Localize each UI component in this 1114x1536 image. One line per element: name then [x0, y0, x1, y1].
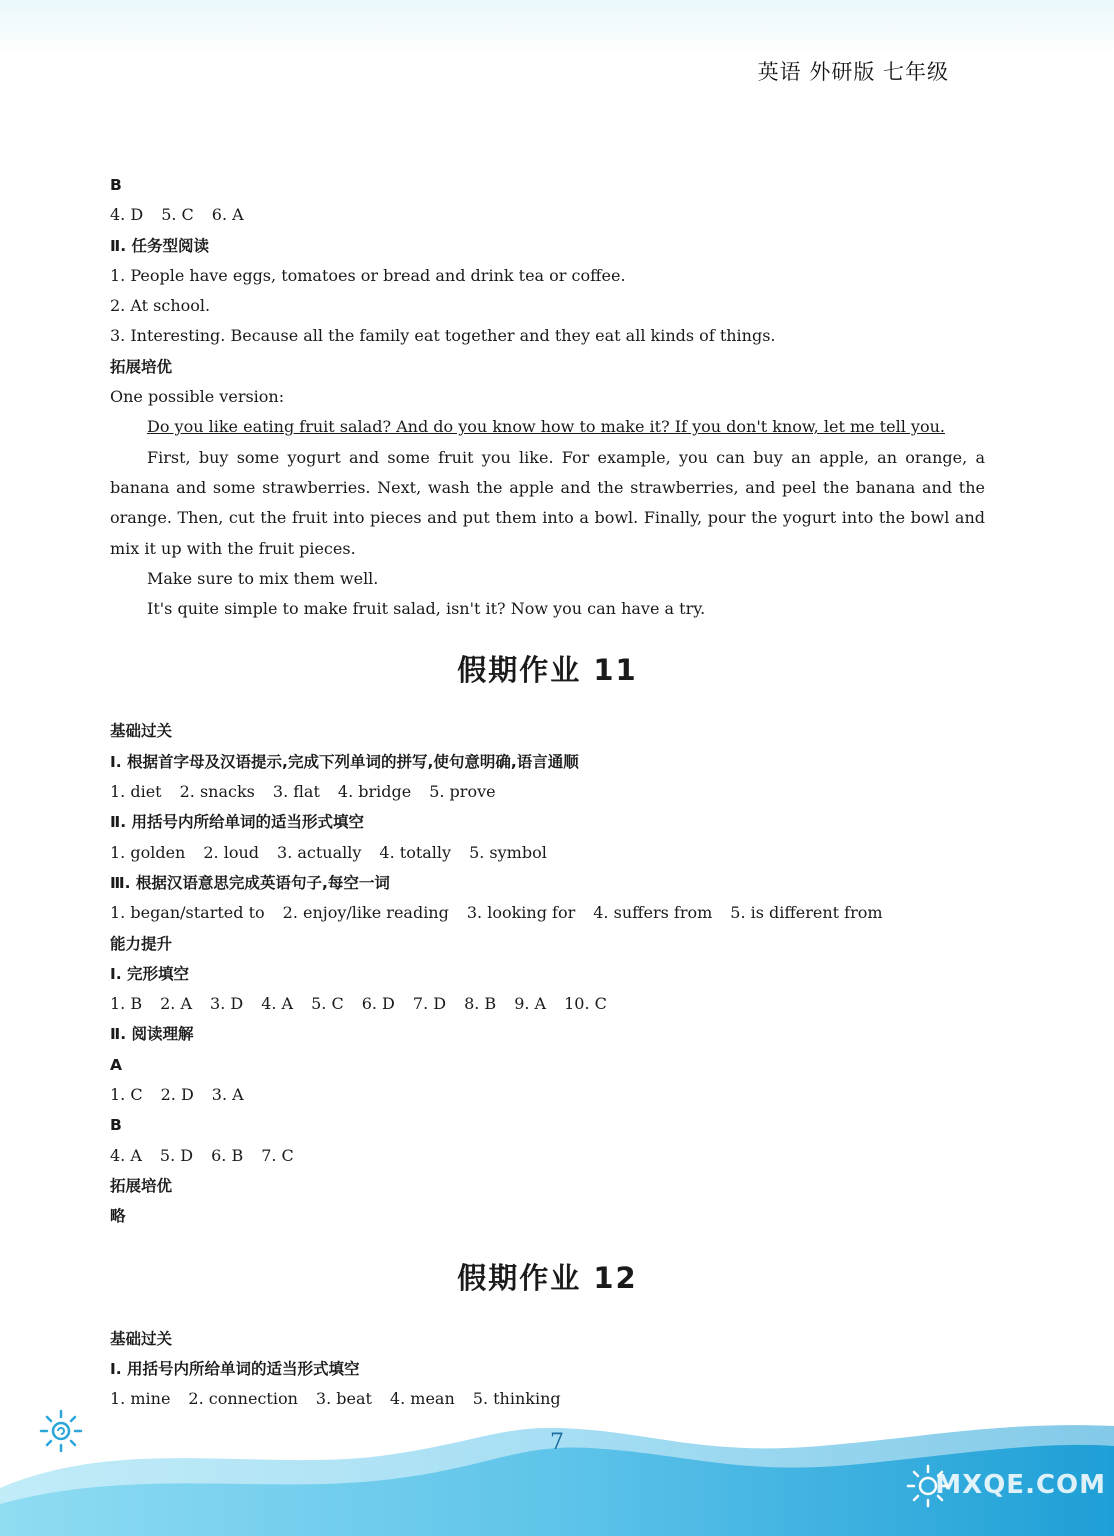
- answer: 7. D: [412, 994, 447, 1014]
- answer: 7. C: [261, 1145, 294, 1165]
- answer: 1. diet: [110, 782, 162, 802]
- task-reading-heading: Ⅱ. 任务型阅读: [110, 236, 209, 255]
- answer: 1. began/started to: [110, 903, 265, 923]
- answer: 2. loud: [203, 842, 260, 862]
- answer: 5. symbol: [469, 842, 547, 862]
- essay-paragraph: Make sure to mix them well.: [147, 568, 379, 588]
- answer: 4. A: [110, 1145, 142, 1165]
- version-label: One possible version:: [110, 387, 285, 407]
- answer: 1. C: [110, 1085, 143, 1105]
- answer: 3. flat: [272, 782, 320, 802]
- answer: 6. B: [211, 1145, 244, 1165]
- answer: 8. B: [464, 994, 497, 1014]
- section-heading: Ⅰ. 完形填空: [110, 964, 190, 983]
- answer: 4. suffers from: [593, 903, 713, 923]
- extension-heading: 拓展培优: [110, 1176, 173, 1195]
- section-heading: Ⅰ. 用括号内所给单词的适当形式填空: [110, 1359, 360, 1378]
- answer: 3. actually: [277, 842, 362, 862]
- answer: 2. connection: [188, 1389, 298, 1409]
- label-b: B: [110, 1116, 122, 1135]
- answer-row: [110, 1080, 985, 1110]
- ability-heading: 能力提升: [110, 934, 173, 953]
- answer: 4. mean: [389, 1389, 455, 1409]
- answer: 6. A: [211, 205, 244, 225]
- answer-row: [110, 898, 985, 928]
- answer: 2. A: [160, 994, 193, 1014]
- section-heading: Ⅱ. 阅读理解: [110, 1025, 194, 1044]
- answer: 2. snacks: [179, 782, 255, 802]
- answer: 6. D: [361, 994, 395, 1014]
- section-heading: Ⅱ. 用括号内所给单词的适当形式填空: [110, 813, 364, 832]
- basic-heading: 基础过关: [110, 1329, 173, 1348]
- underlined-topic-sentence: [110, 412, 985, 442]
- answer: 3. D: [210, 994, 244, 1014]
- answer: 2. enjoy/like reading: [282, 903, 449, 923]
- answer-row: [110, 1141, 985, 1171]
- answers-b-row: [110, 200, 985, 230]
- essay-paragraph: First, buy some yogurt and some fruit you like. For example, you can buy an apple, an orange, a banana and some strawberries. Next, wash the apple and the strawberries, and peel the banana and the orange. Then, cut the fruit into pieces and put them into a bowl. Finally, pour the yogurt into the bowl and mix it up with the fruit pieces.: [110, 447, 985, 558]
- extension-heading: 拓展培优: [110, 357, 173, 376]
- label-a: A: [110, 1055, 122, 1074]
- answer: 4. A: [261, 994, 294, 1014]
- watermark: MXQE.COM: [935, 1470, 1106, 1500]
- answer: 1. B: [110, 994, 143, 1014]
- answer: 3. A: [211, 1085, 244, 1105]
- top-band: [0, 0, 1114, 55]
- answer: 3. beat: [315, 1389, 372, 1409]
- header-title: 英语 外研版 七年级: [757, 60, 949, 84]
- answer: 3. looking for: [466, 903, 576, 923]
- answer-row: [110, 777, 985, 807]
- answer: 4. totally: [379, 842, 452, 862]
- answer: 4. D: [110, 205, 144, 225]
- answer: 1. mine: [110, 1389, 171, 1409]
- essay-paragraph: It's quite simple to make fruit salad, isn't it? Now you can have a try.: [147, 599, 706, 619]
- answer: 5. is different from: [730, 903, 883, 923]
- answer-row: [110, 989, 985, 1019]
- basic-heading: 基础过关: [110, 722, 173, 741]
- task-answer: 3. Interesting. Because all the family eat together and they eat all kinds of things.: [110, 326, 776, 346]
- answer-row: [110, 838, 985, 868]
- task-answer: 2. At school.: [110, 296, 211, 316]
- task-answer: 1. People have eggs, tomatoes or bread and drink tea or coffee.: [110, 265, 626, 285]
- homework-11-title: 假期作业 11: [457, 653, 638, 688]
- answer: 2. D: [160, 1085, 194, 1105]
- section-heading: Ⅲ. 根据汉语意思完成英语句子,每空一词: [110, 873, 390, 892]
- answer: 5. thinking: [472, 1389, 561, 1409]
- underlined-text: Do you like eating fruit salad? And do you know how to make it? If you don't know, let me tell you.: [147, 417, 945, 437]
- label-b: B: [110, 176, 122, 194]
- answer: 5. prove: [429, 782, 496, 802]
- answer-content: [110, 170, 985, 1414]
- answer: 5. C: [161, 205, 194, 225]
- answer-row: [110, 1384, 985, 1414]
- answer: 5. C: [311, 994, 344, 1014]
- answer: 5. D: [159, 1145, 194, 1165]
- homework-12-title: 假期作业 12: [457, 1260, 638, 1295]
- page-number: 7: [550, 1430, 564, 1455]
- extension-answer: 略: [110, 1207, 126, 1226]
- section-heading: Ⅰ. 根据首字母及汉语提示,完成下列单词的拼写,使句意明确,语言通顺: [110, 752, 579, 771]
- answer: 1. golden: [110, 842, 186, 862]
- answer: 4. bridge: [337, 782, 412, 802]
- answer: 9. A: [514, 994, 547, 1014]
- answer: 10. C: [564, 994, 607, 1014]
